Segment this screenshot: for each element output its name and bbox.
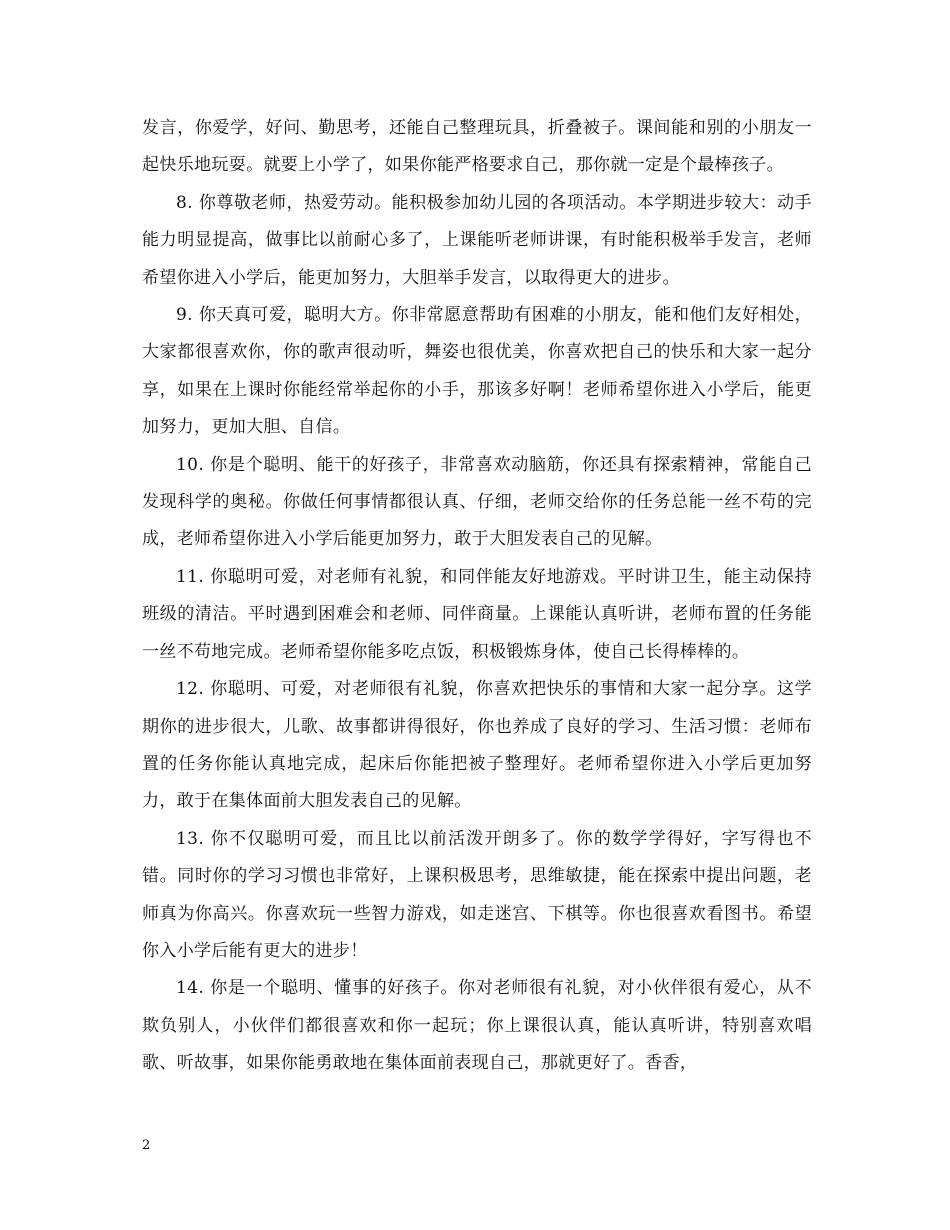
paragraph-item-11: 11. 你聪明可爱，对老师有礼貌，和同伴能友好地游戏。平时讲卫生，能主动保持班级的清洁。平时遇到困难会和老师、同伴商量。上课能认真听讲，老师布置的任务能一丝不苟地完成。老师希望你能多吃点饭，积极锻炼身体，使自己长得棒棒的。 bbox=[142, 566, 812, 662]
paragraph-item-8: 8. 你尊敬老师，热爱劳动。能积极参加幼儿园的各项活动。本学期进步较大：动手能力明显提高，做事比以前耐心多了，上课能听老师讲课，有时能积极举手发言，老师希望你进入小学后，能更加努力，大胆举手发言，以取得更大的进步。 bbox=[142, 192, 812, 288]
paragraph-item-13: 13. 你不仅聪明可爱，而且比以前活泼开朗多了。你的数学学得好，字写得也不错。同时你的学习习惯也非常好，上课积极思考，思维敏捷，能在探索中提出问题，老师真为你高兴。你喜欢玩一些智力游戏，如走迷宫、下棋等。你也很喜欢看图书。希望你入小学后能有更大的进步！ bbox=[142, 828, 812, 961]
document-body bbox=[142, 110, 812, 1083]
page-number: 2 bbox=[142, 1138, 151, 1153]
paragraph-continuation: 发言，你爱学，好问、勤思考，还能自己整理玩具，折叠被子。课间能和别的小朋友一起快乐地玩耍。就要上小学了，如果你能严格要求自己，那你就一定是个最棒孩子。 bbox=[142, 118, 812, 176]
paragraph-item-9: 9. 你天真可爱，聪明大方。你非常愿意帮助有困难的小朋友，能和他们友好相处，大家都很喜欢你，你的歌声很动听，舞姿也很优美，你喜欢把自己的快乐和大家一起分享，如果在上课时你能经常举起你的小手，那该多好啊！老师希望你进入小学后，能更加努力，更加大胆、自信。 bbox=[142, 305, 812, 438]
paragraph-item-14: 14. 你是一个聪明、懂事的好孩子。你对老师很有礼貌，对小伙伴很有爱心，从不欺负别人，小伙伴们都很喜欢和你一起玩；你上课很认真，能认真听讲，特别喜欢唱歌、听故事，如果你能勇敢地在集体面前表现自己，那就更好了。香香， bbox=[142, 978, 812, 1074]
paragraph-item-10: 10. 你是个聪明、能干的好孩子，非常喜欢动脑筋，你还具有探索精神，常能自己发现科学的奥秘。你做任何事情都很认真、仔细，老师交给你的任务总能一丝不苟的完成，老师希望你进入小学后能更加努力，敢于大胆发表自己的见解。 bbox=[142, 454, 812, 550]
paragraph-item-12: 12. 你聪明、可爱，对老师很有礼貌，你喜欢把快乐的事情和大家一起分享。这学期你的进步很大，儿歌、故事都讲得很好，你也养成了良好的学习、生活习惯：老师布置的任务你能认真地完成，起床后你能把被子整理好。老师希望你进入小学后更加努力，敢于在集体面前大胆发表自己的见解。 bbox=[142, 679, 812, 812]
